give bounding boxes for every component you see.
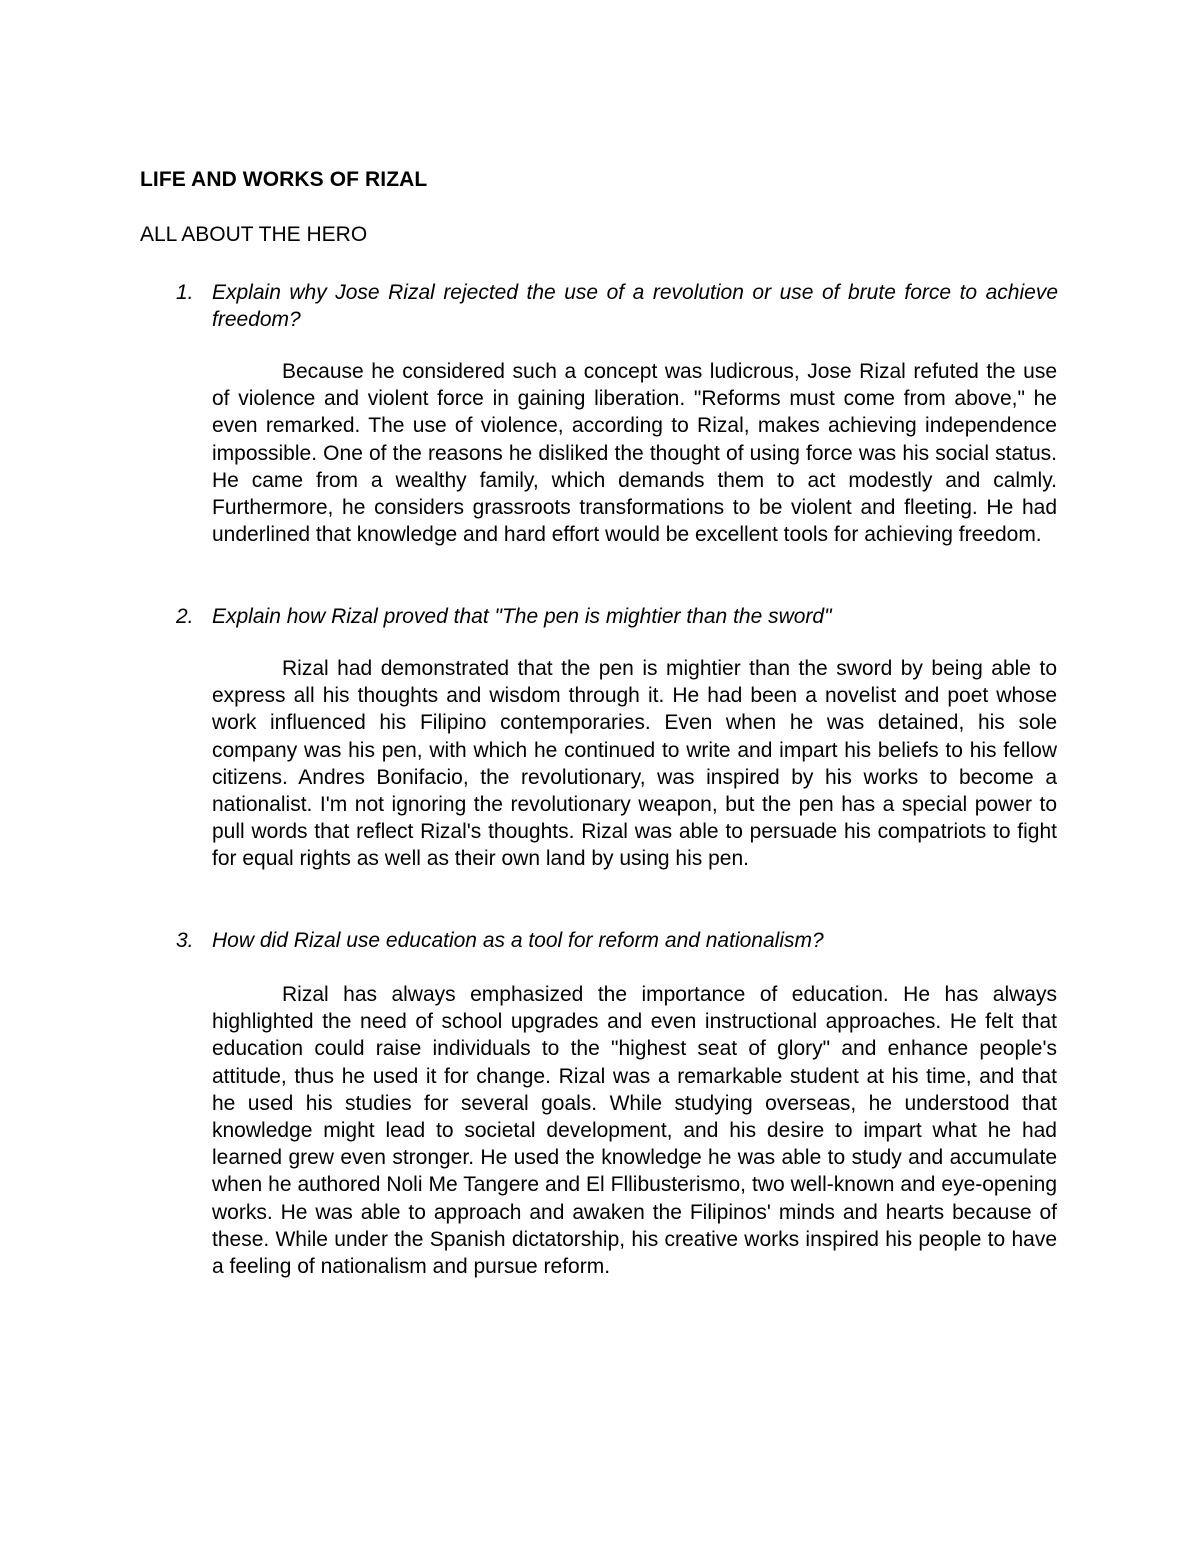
- question-text: Explain how Rizal proved that "The pen is mightier than the sword": [212, 605, 832, 628]
- question-number: 2.: [176, 605, 194, 628]
- answer-3: Rizal has always emphasized the importance of education. He has always highlighted the need of school upgrades and even instructional approaches. He felt that education could raise individuals to the "highest seat of glory" and enhance people's attitude, thus he used it for change. Rizal was a remarkable student at his time, and that he used his studies for several goals. While studying overseas, he understood that knowledge might lead to societal development, and his desire to impart what he had learned grew even stronger. He used the knowledge he was able to study and accumulate when he authored Noli Me Tangere and El Fllibusterismo, two well-known and eye-opening works. He was able to approach and awaken the Filipinos' minds and hearts because of these. While under the Spanish dictatorship, his creative works inspired his people to have a feeling of nationalism and pursue reform.: [212, 983, 1057, 1279]
- question-text: Explain why Jose Rizal rejected the use of a revolution or use of brute force to achieve freedom?: [212, 281, 1058, 331]
- question-number: 1.: [176, 281, 194, 304]
- answer-2: Rizal had demonstrated that the pen is mightier than the sword by being able to express all his thoughts and wisdom through it. He had been a novelist and poet whose work influenced his Filipino contemporaries. Even when he was detained, his sole company was his pen, with which he continued to write and impart his beliefs to his fellow citizens. Andres Bonifacio, the revolutionary, was inspired by his works to become a nationalist. I'm not ignoring the revolutionary weapon, but the pen has a special power to pull words that reflect Rizal's thoughts. Rizal was able to persuade his compatriots to fight for equal rights as well as their own land by using his pen.: [212, 657, 1057, 871]
- answer-1: Because he considered such a concept was ludicrous, Jose Rizal refuted the use of violence and violent force in gaining liberation. "Reforms must come from above," he even remarked. The use of violence, according to Rizal, makes achieving independence impossible. One of the reasons he disliked the thought of using force was his social status. He came from a wealthy family, which demands them to act modestly and calmly. Furthermore, he considers grassroots transformations to be violent and fleeting. He had underlined that knowledge and hard effort would be excellent tools for achieving freedom.: [212, 360, 1057, 547]
- question-3: [140, 927, 1058, 954]
- question-1: [140, 279, 1058, 333]
- document-title: LIFE AND WORKS OF RIZAL: [140, 168, 428, 191]
- question-number: 3.: [176, 929, 194, 952]
- document-subtitle: ALL ABOUT THE HERO: [140, 223, 368, 246]
- question-2: [140, 603, 1058, 630]
- question-text: How did Rizal use education as a tool for reform and nationalism?: [212, 929, 824, 952]
